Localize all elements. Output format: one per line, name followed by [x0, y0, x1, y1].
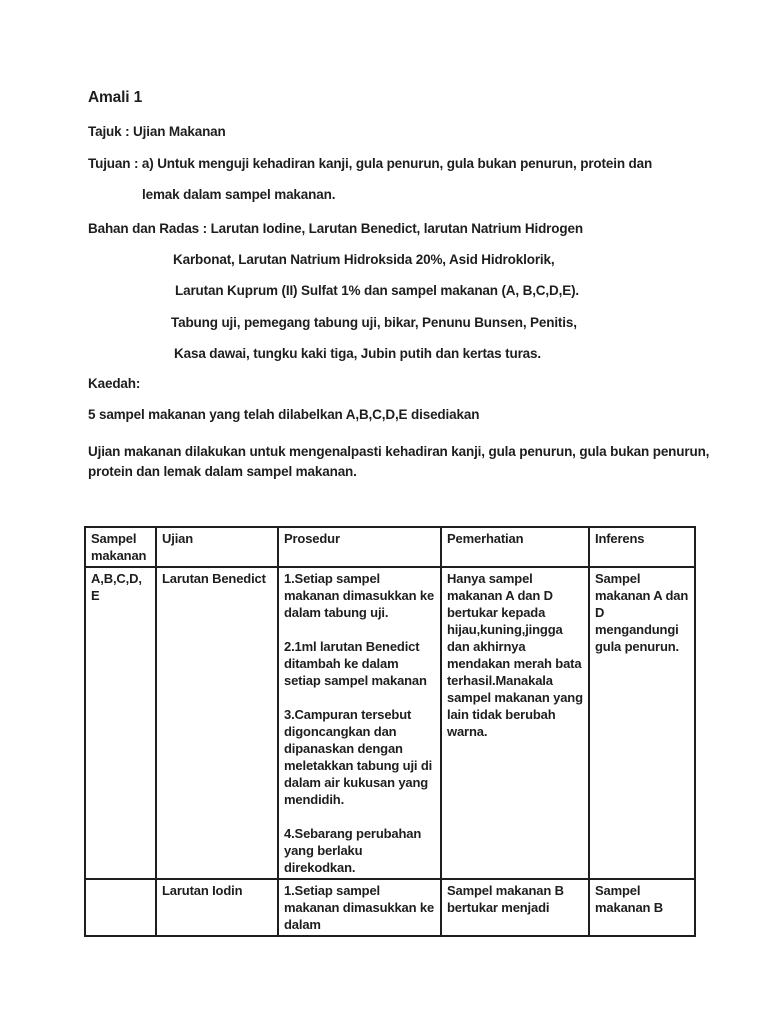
sampel-line: A,B,C,D,	[91, 571, 142, 586]
table-row-iodin	[85, 879, 695, 936]
page-title: Amali 1	[88, 89, 143, 106]
results-table	[84, 526, 696, 937]
cell-inferens: Sampel makanan B	[589, 879, 695, 936]
doc-line-bahan-cont-2: Larutan Kuprum (II) Sulfat 1% dan sampel makanan (A, B,C,D,E).	[175, 283, 580, 298]
table-row-benedict	[85, 567, 695, 879]
cell-pemerhatian: Sampel makanan B bertukar menjadi	[441, 879, 589, 936]
cell-ujian: Larutan Benedict	[156, 567, 278, 879]
doc-line-bahan-cont-4: Kasa dawai, tungku kaki tiga, Jubin putih dan kertas turas.	[174, 346, 541, 361]
cell-sampel	[85, 879, 156, 936]
header-sampel-makanan: Sampel makanan	[85, 527, 156, 567]
doc-line-kaedah-desc-1: Ujian makanan dilakukan untuk mengenalpasti kehadiran kanji, gula penurun, gula bukan penurun,	[88, 444, 710, 459]
cell-prosedur	[278, 567, 441, 879]
cell-prosedur	[278, 879, 441, 936]
doc-line-bahan-cont-1: Karbonat, Larutan Natrium Hidroksida 20%, Asid Hidroklorik,	[173, 252, 555, 267]
procedure-step: 3.Campuran tersebut digoncangkan dan dipanaskan dengan meletakkan tabung uji di dalam air kukusan yang mendidih.	[284, 707, 433, 807]
table-header-row	[85, 527, 695, 567]
sampel-line: E	[91, 588, 100, 603]
procedure-step: 1.Setiap sampel makanan dimasukkan ke dalam	[284, 883, 435, 932]
doc-line-kaedah: Kaedah:	[88, 376, 141, 391]
procedure-step: 1.Setiap sampel makanan dimasukkan ke dalam tabung uji.	[284, 571, 435, 620]
doc-line-bahan: Bahan dan Radas : Larutan Iodine, Larutan Benedict, larutan Natrium Hidrogen	[88, 221, 583, 236]
header-prosedur: Prosedur	[278, 527, 441, 567]
doc-line-tajuk: Tajuk : Ujian Makanan	[88, 124, 226, 139]
doc-line-tujuan: Tujuan : a) Untuk menguji kehadiran kanji, gula penurun, gula bukan penurun, protein dan	[88, 156, 653, 171]
header-ujian: Ujian	[156, 527, 278, 567]
cell-sampel	[85, 567, 156, 879]
procedure-step: 4.Sebarang perubahan yang berlaku direkodkan.	[284, 826, 422, 875]
doc-line-bahan-cont-3: Tabung uji, pemegang tabung uji, bikar, Penunu Bunsen, Penitis,	[171, 315, 577, 330]
doc-line-kaedah-step: 5 sampel makanan yang telah dilabelkan A,B,C,D,E disediakan	[88, 407, 480, 422]
cell-inferens: Sampel makanan A dan D mengandungi gula penurun.	[589, 567, 695, 879]
doc-line-tujuan-cont: lemak dalam sampel makanan.	[142, 187, 336, 202]
header-inferens: Inferens	[589, 527, 695, 567]
cell-pemerhatian: Hanya sampel makanan A dan D bertukar kepada hijau,kuning,jingga dan akhirnya mendakan merah bata terhasil.Manakala sampel makanan yang lain tidak berubah warna.	[441, 567, 589, 879]
header-pemerhatian: Pemerhatian	[441, 527, 589, 567]
cell-ujian: Larutan Iodin	[156, 879, 278, 936]
procedure-step: 2.1ml larutan Benedict ditambah ke dalam setiap sampel makanan	[284, 639, 427, 688]
doc-line-kaedah-desc-2: protein dan lemak dalam sampel makanan.	[88, 464, 357, 479]
